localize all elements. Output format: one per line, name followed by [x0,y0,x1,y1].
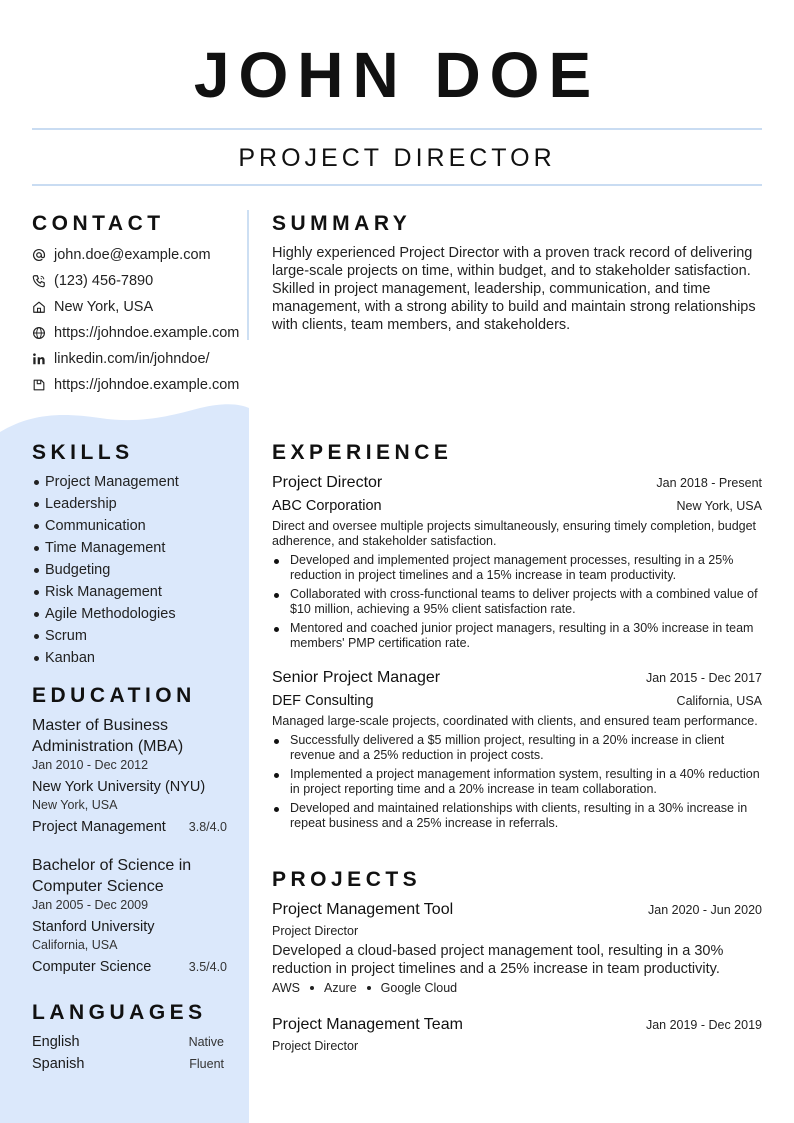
languages-heading: LANGUAGES [32,1001,207,1024]
skill-item [32,625,232,647]
job-location: California, USA [676,694,762,708]
education-field: Project Management [32,819,166,835]
candidate-name: JOHN DOE [193,39,601,111]
linkedin-icon [32,352,46,366]
contact-portfolio-text: https://johndoe.example.com [54,377,240,393]
job-achievements [272,733,762,831]
skill-item [32,581,232,603]
language-item [32,1053,224,1075]
skill-label: Budgeting [45,562,111,578]
project-tag: AWS [272,981,301,995]
contact-website[interactable] [32,320,264,346]
skill-item [32,493,232,515]
job-description: Direct and oversee multiple projects simultaneously, ensuring timely completion, budget adherence, and stakeholder satisfaction. [272,519,757,548]
project-tag: Google Cloud [380,981,458,995]
experience-entry [272,666,762,835]
project-description: Developed a cloud-based project management tool, resulting in a 30% reduction in project timelines and a 25% increase in team productivity. [272,943,724,977]
education-location: New York, USA [32,798,118,812]
at-icon [32,248,46,262]
contact-location [32,294,264,320]
home-icon [32,300,46,314]
skill-item [32,471,232,493]
project-dates: Jan 2020 - Jun 2020 [648,903,762,917]
phone-icon [32,274,46,288]
job-achievements [272,553,762,651]
education-gpa: 3.5/4.0 [188,960,227,974]
skill-item [32,537,232,559]
project-entry [272,898,762,995]
education-dates: Jan 2010 - Dec 2012 [32,758,149,772]
project-dates: Jan 2019 - Dec 2019 [645,1018,762,1032]
language-name: English [32,1034,80,1050]
project-tag: Azure [324,981,357,995]
education-entry [32,855,227,977]
skills-heading: SKILLS [32,441,134,464]
skill-item [32,603,232,625]
experience-entry [272,471,762,655]
contact-linkedin[interactable] [32,346,264,372]
education-entry [32,715,227,837]
skill-label: Time Management [45,540,166,556]
education-school: Stanford University [32,919,155,935]
education-gpa: 3.8/4.0 [188,820,227,834]
project-tags [272,981,762,995]
skill-label: Risk Management [45,584,162,600]
job-title: Project Director [272,474,383,491]
contact-portfolio[interactable] [32,372,264,398]
skill-item [32,647,232,669]
language-level: Fluent [189,1057,224,1071]
education-location: California, USA [32,938,118,952]
skill-label: Communication [45,518,146,534]
project-role: Project Director [272,924,359,938]
job-dates: Jan 2018 - Present [656,476,762,490]
contact-phone[interactable] [32,268,264,294]
job-title: Senior Project Manager [272,669,441,686]
header-rule-top [32,128,762,130]
job-dates: Jan 2015 - Dec 2017 [645,671,762,685]
contact-email-text: john.doe@example.com [54,247,211,263]
skill-label: Leadership [45,496,117,512]
achievement-item: Implemented a project management information system, resulting in a 40% reduction in project reporting time and a 20% increase in team collaboration. [272,767,762,797]
achievement-item: Successfully delivered a $5 million project, resulting in a 20% increase in client revenue and a 25% reduction in project costs. [272,733,762,763]
contact-list [32,242,264,398]
contact-phone-text: (123) 456-7890 [54,273,154,289]
job-company: ABC Corporation [272,498,382,514]
education-school: New York University (NYU) [32,779,206,795]
language-level: Native [188,1035,224,1049]
skill-item [32,515,232,537]
language-name: Spanish [32,1056,85,1072]
contact-email[interactable] [32,242,264,268]
summary-text: Highly experienced Project Director with a proven track record of delivering large-scale projects on time, within budget, and to stakeholder satisfaction. Skilled in project management, leadership, communication, and time management, with a strong ability to build and maintain strong relationships with clients, team members, and stakeholders. [272,245,756,333]
skill-label: Agile Methodologies [45,606,176,622]
achievement-item: Developed and implemented project management processes, resulting in a 25% reduction in project timelines and a 15% increase in team productivity. [272,553,762,583]
languages-list [32,1031,224,1075]
achievement-item: Mentored and coached junior project managers, resulting in a 30% increase in team members' PMP certification rate. [272,621,762,651]
job-description: Managed large-scale projects, coordinated with clients, and ensured team performance. [272,714,758,728]
education-field: Computer Science [32,959,152,975]
education-field-row [32,817,227,837]
education-dates: Jan 2005 - Dec 2009 [32,898,149,912]
achievement-item: Collaborated with cross-functional teams to deliver projects with a combined value of $10 million, achieving a 95% client satisfaction rate. [272,587,762,617]
skill-label: Scrum [45,628,87,644]
skill-label: Project Management [45,474,179,490]
education-degree: Master of Business Administration (MBA) [32,717,184,755]
portfolio-icon [32,378,46,392]
project-title: Project Management Team [272,1016,463,1033]
education-heading: EDUCATION [32,684,196,707]
job-location: New York, USA [676,499,762,513]
skill-label: Kanban [45,650,95,666]
language-item [32,1031,224,1053]
experience-heading: EXPERIENCE [272,441,453,464]
education-degree: Bachelor of Science in Computer Science [32,857,192,895]
job-company: DEF Consulting [272,693,374,709]
contact-location-text: New York, USA [54,299,154,315]
header-rule-bottom [32,184,762,186]
achievement-item: Developed and maintained relationships with clients, resulting in a 30% increase in repeat business and a 25% increase in referrals. [272,801,762,831]
summary-heading: SUMMARY [272,212,412,235]
contact-heading: CONTACT [32,212,165,235]
contact-linkedin-text: linkedin.com/in/johndoe/ [54,351,210,367]
globe-icon [32,326,46,340]
projects-heading: PROJECTS [272,868,422,891]
job-role: PROJECT DIRECTOR [238,144,556,172]
contact-website-text: https://johndoe.example.com [54,325,240,341]
project-entry [272,1013,762,1055]
project-role: Project Director [272,1039,359,1053]
project-title: Project Management Tool [272,901,454,918]
skills-list [32,471,232,669]
skill-item [32,559,232,581]
education-field-row [32,957,227,977]
